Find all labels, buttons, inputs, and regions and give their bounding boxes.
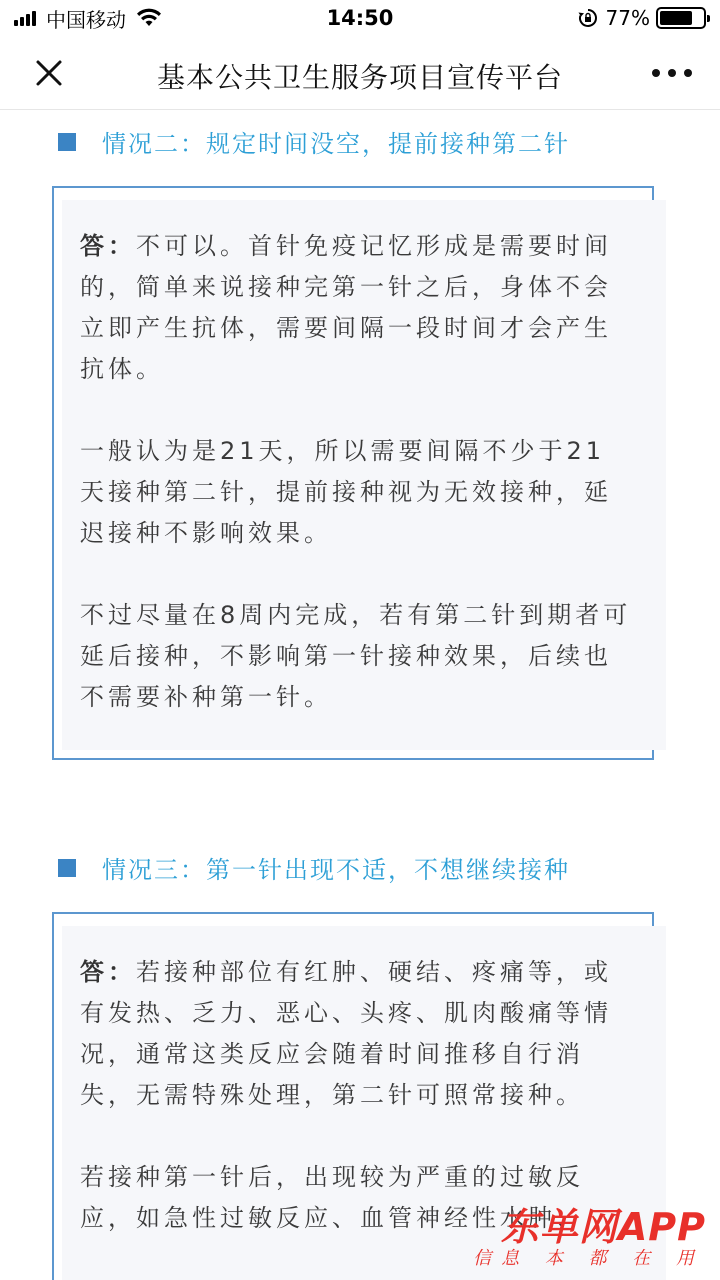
more-options-icon[interactable] (652, 62, 692, 84)
close-icon[interactable] (32, 56, 66, 90)
heading-square-icon (58, 133, 76, 151)
answer-label: 答： (80, 232, 136, 260)
status-bar (0, 0, 720, 36)
section-heading-text: 情况二：规定时间没空，提前接种第二针 (102, 130, 570, 158)
answer-paragraph: 一般认为是21天，所以需要间隔不少于21天接种第二针，提前接种视为无效接种，延迟接种不影响效果。 (80, 437, 612, 547)
answer-paragraph: 答：若接种部位有红肿、硬结、疼痛等，或有发热、乏力、恶心、头疼、肌肉酸痛等情况，通常这类反应会随着时间推移自行消失，无需特殊处理，第二针可照常接种。 (80, 958, 612, 1109)
watermark-sub: 信息 本 都 在 用 (473, 1248, 704, 1269)
section-heading-text: 情况三：第一针出现不适，不想继续接种 (102, 856, 570, 884)
answer-box-2 (52, 186, 654, 760)
nav-bar (0, 36, 720, 110)
answer-paragraph: 答：不可以。首针免疫记忆形成是需要时间的，简单来说接种完第一针之后，身体不会立即产生抗体，需要间隔一段时间才会产生抗体。 (80, 232, 612, 383)
rotation-lock-icon (578, 8, 598, 28)
page-title: 基本公共卫生服务项目宣传平台 (156, 61, 563, 94)
status-time: 14:50 (326, 6, 394, 30)
answer-paragraph: 不过尽量在8周内完成，若有第二针到期者可延后接种，不影响第一针接种效果，后续也不需要补种第一针。 (80, 601, 632, 711)
answer-text (80, 226, 632, 759)
watermark-logo (454, 1196, 714, 1276)
battery-level (660, 11, 692, 25)
answer-paragraph: 若接种第一针后，出现较为严重的过敏反应，如急性过敏反应、血管神经性水肿、 (80, 1163, 584, 1232)
answer-label: 答： (80, 958, 136, 986)
battery-icon (656, 7, 706, 29)
section-heading-3 (58, 850, 570, 885)
watermark-main: 东单网APP (500, 1205, 706, 1249)
battery-percent: 77% (605, 6, 650, 30)
carrier-name: 中国移动 (46, 7, 126, 32)
status-right (578, 6, 706, 30)
section-heading-2 (58, 124, 570, 159)
heading-square-icon (58, 859, 76, 877)
